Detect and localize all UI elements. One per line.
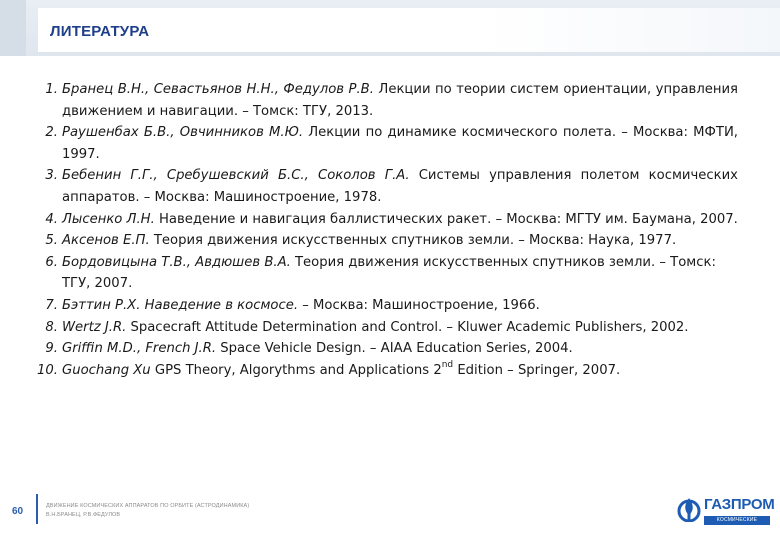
reference-authors: Бранец В.Н., Севастьянов Н.Н., Федулов Р.В. bbox=[62, 82, 374, 97]
list-item bbox=[32, 338, 738, 360]
list-item bbox=[32, 79, 738, 122]
list-item bbox=[32, 295, 738, 317]
reference-superscript: nd bbox=[441, 360, 454, 371]
reference-text: Space Vehicle Design. – AIAA Education Series, 2004. bbox=[216, 341, 573, 357]
list-item bbox=[32, 360, 738, 382]
footer-divider bbox=[36, 494, 38, 524]
header-panel bbox=[38, 8, 780, 52]
reference-authors: Аксенов Е.П. bbox=[62, 233, 150, 249]
reference-text: Системы управления полетом космических аппаратов. – Москва: Машиностроение, 1978. bbox=[62, 168, 738, 205]
list-item-number: 9. bbox=[45, 341, 58, 357]
reference-authors: Раушенбах Б.В., Овчинников М.Ю. bbox=[62, 125, 304, 141]
reference-authors: Wertz J.R. bbox=[62, 319, 127, 335]
logo-subtitle: КОСМИЧЕСКИЕ СИСТЕМЫ bbox=[704, 516, 770, 525]
logo-wordmark: ГАЗПРОМ bbox=[704, 496, 775, 513]
footer-line-2: В.Н.БРАНЕЦ, Р.В.ФЕДУЛОВ bbox=[46, 512, 121, 518]
footer-caption bbox=[46, 502, 249, 520]
reference-text: GPS Theory, Algorythms and Applications 2 bbox=[150, 362, 442, 378]
list-item-number: 5. bbox=[45, 233, 58, 249]
reference-text: – Москва: Машиностроение, 1966. bbox=[298, 297, 540, 313]
reference-text: Наведение и навигация баллистических ракет. – Москва: МГТУ им. Баумана, 2007. bbox=[154, 211, 738, 227]
reference-text: Spacecraft Attitude Determination and Control. – Kluwer Academic Publishers, 2002. bbox=[126, 319, 689, 335]
reference-authors: Guochang Xu bbox=[62, 362, 151, 378]
page-number: 60 bbox=[12, 506, 24, 517]
list-item-number: 2. bbox=[45, 125, 58, 141]
list-item bbox=[32, 230, 738, 252]
list-item bbox=[32, 317, 738, 339]
gazprom-logo bbox=[676, 494, 775, 532]
page-title: ЛИТЕРАТУРА bbox=[50, 23, 150, 40]
list-item-number: 10. bbox=[37, 362, 58, 378]
reference-list bbox=[32, 79, 738, 381]
list-item-number: 1. bbox=[45, 82, 58, 97]
reference-authors: Griffin M.D., French J.R. bbox=[62, 341, 217, 357]
list-item-number: 4. bbox=[45, 211, 58, 227]
list-item bbox=[32, 165, 738, 208]
reference-authors: Бебенин Г.Г., Сребушевский Б.С., Соколов Г.А. bbox=[62, 168, 410, 184]
reference-text: Теория движения искусственных спутников земли. – Москва: Наука, 1977. bbox=[149, 233, 677, 249]
reference-authors: Бэттин Р.Х. Наведение в космосе. bbox=[62, 297, 299, 313]
reference-text: Лекции по теории систем ориентации, управления движением и навигации. – Томск: ТГУ, 2013. bbox=[62, 82, 738, 119]
list-item bbox=[32, 209, 738, 231]
footer-line-1: ДВИЖЕНИЕ КОСМИЧЕСКИХ АППАРАТОВ ПО ОРБИТЕ (АСТРОДИНАМИКА) bbox=[46, 503, 250, 509]
list-item bbox=[32, 252, 738, 295]
reference-text: Теория движения искусственных спутников земли. – Томск: ТГУ, 2007. bbox=[62, 254, 716, 292]
header-left-bar bbox=[0, 0, 26, 56]
flame-icon bbox=[676, 496, 702, 522]
reference-text: Лекции по динамике космического полета. – Москва: МФТИ, 1997. bbox=[62, 125, 738, 162]
list-item-number: 7. bbox=[45, 297, 58, 313]
list-item bbox=[32, 122, 738, 165]
reference-authors: Лысенко Л.Н. bbox=[62, 211, 155, 227]
list-item-number: 6. bbox=[45, 254, 58, 270]
reference-authors: Бордовицына Т.В., Авдюшев В.А. bbox=[62, 254, 291, 270]
list-item-number: 3. bbox=[45, 168, 58, 184]
reference-text-end: Edition – Springer, 2007. bbox=[453, 362, 621, 378]
list-item-number: 8. bbox=[45, 319, 58, 335]
